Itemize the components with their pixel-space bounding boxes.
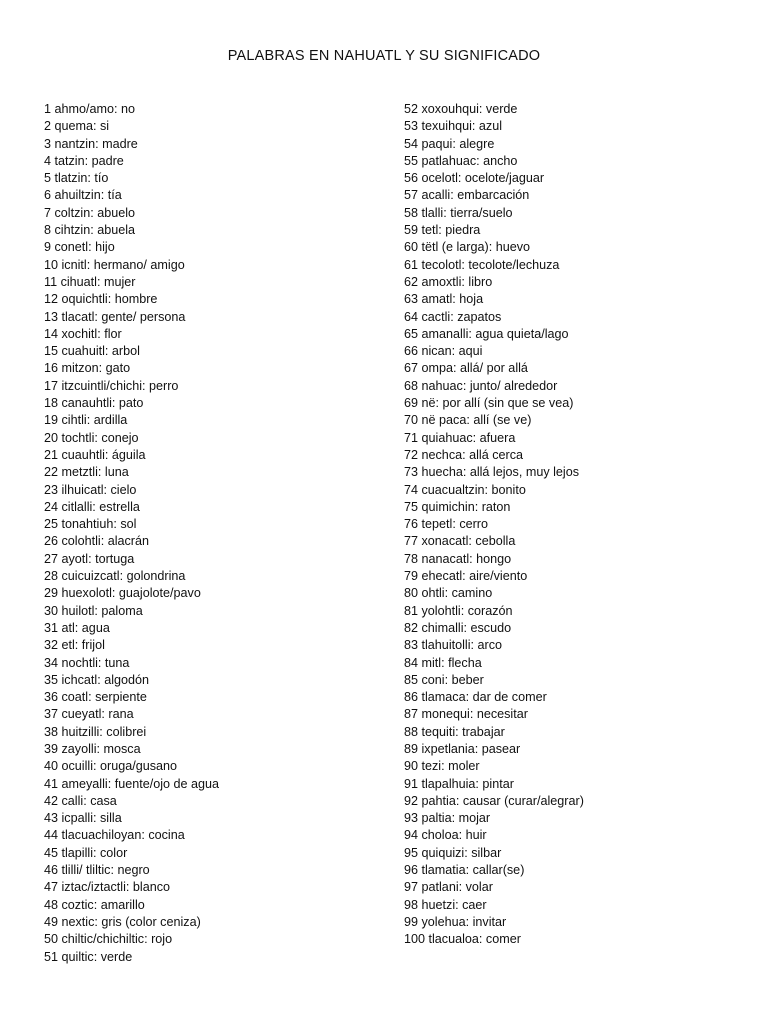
word-entry: 3 nantzin: madre xyxy=(44,136,138,151)
word-entry: 93 paltia: mojar xyxy=(404,811,491,826)
word-entry: 64 cactli: zapatos xyxy=(404,309,502,324)
word-entry: 18 canauhtli: pato xyxy=(44,396,144,411)
word-entry: 44 tlacuachiloyan: cocina xyxy=(44,828,185,843)
word-entry: 41 ameyalli: fuente/ojo de agua xyxy=(44,776,220,791)
word-entry: 66 nican: aqui xyxy=(404,344,483,359)
word-entry: 65 amanalli: agua quieta/lago xyxy=(404,326,569,341)
word-entry: 53 texuihqui: azul xyxy=(404,119,503,134)
word-entry: 86 tlamaca: dar de comer xyxy=(404,690,547,705)
word-entry: 96 tlamatia: callar(se) xyxy=(404,863,525,878)
word-entry: 39 zayolli: mosca xyxy=(44,741,141,756)
word-entry: 5 tlatzin: tío xyxy=(44,171,109,186)
word-entry: 22 metztli: luna xyxy=(44,465,129,480)
word-entry: 71 quiahuac: afuera xyxy=(404,430,516,445)
word-entry: 13 tlacatl: gente/ persona xyxy=(44,309,186,324)
word-entry: 37 cueyatl: rana xyxy=(44,707,134,722)
word-entry: 77 xonacatl: cebolla xyxy=(404,534,516,549)
word-entry: 58 tlalli: tierra/suelo xyxy=(404,205,513,220)
word-entry: 42 calli: casa xyxy=(44,793,117,808)
word-entry: 20 tochtli: conejo xyxy=(44,430,139,445)
word-entry: 69 në: por allí (sin que se vea) xyxy=(404,396,574,411)
word-entry: 52 xoxouhqui: verde xyxy=(404,102,518,116)
word-entry: 88 tequiti: trabajar xyxy=(404,724,505,739)
document-title: PALABRAS EN NAHUATL Y SU SIGNIFICADO xyxy=(227,48,541,64)
word-entry: 4 tatzin: padre xyxy=(44,153,124,168)
word-entry: 2 quema: si xyxy=(44,119,110,134)
word-entry: 83 tlahuitolli: arco xyxy=(404,638,503,653)
word-entry: 46 tlilli/ tliltic: negro xyxy=(44,863,150,878)
word-entry: 68 nahuac: junto/ alrededor xyxy=(404,378,558,393)
word-entry: 45 tlapilli: color xyxy=(44,845,128,860)
word-entry: 48 coztic: amarillo xyxy=(44,897,145,912)
word-entry: 95 quiquizi: silbar xyxy=(404,845,502,860)
word-entry: 17 itzcuintli/chichi: perro xyxy=(44,378,179,393)
word-entry: 49 nextic: gris (color ceniza) xyxy=(44,914,201,929)
word-entry: 78 nanacatl: hongo xyxy=(404,551,512,566)
word-entry: 1 ahmo/amo: no xyxy=(44,102,136,116)
word-entry: 9 conetl: hijo xyxy=(44,240,115,255)
word-entry: 24 citlalli: estrella xyxy=(44,499,140,514)
word-entry: 35 ichcatl: algodón xyxy=(44,672,150,687)
word-entry: 31 atl: agua xyxy=(44,620,110,635)
word-entry: 76 tepetl: cerro xyxy=(404,517,489,532)
word-entry: 84 mitl: flecha xyxy=(404,655,482,670)
word-entry: 30 huilotl: paloma xyxy=(44,603,143,618)
word-entry: 11 cihuatl: mujer xyxy=(44,274,136,289)
right-word-list xyxy=(404,101,744,949)
word-entry: 32 etl: frijol xyxy=(44,638,105,653)
word-entry: 70 në paca: allí (se ve) xyxy=(404,413,532,428)
word-entry: 34 nochtli: tuna xyxy=(44,655,130,670)
word-entry: 26 colohtli: alacrán xyxy=(44,534,150,549)
word-entry: 29 huexolotl: guajolote/pavo xyxy=(44,586,201,601)
left-word-list xyxy=(44,101,374,966)
word-entry: 16 mitzon: gato xyxy=(44,361,131,376)
word-entry: 97 patlani: volar xyxy=(404,880,493,895)
word-entry: 82 chimalli: escudo xyxy=(404,620,512,635)
word-entry: 54 paqui: alegre xyxy=(404,136,495,151)
word-entry: 75 quimichin: raton xyxy=(404,499,511,514)
word-entry: 80 ohtli: camino xyxy=(404,586,493,601)
word-entry: 90 tezi: moler xyxy=(404,759,480,774)
word-entry: 55 patlahuac: ancho xyxy=(404,153,518,168)
word-entry: 74 cuacualtzin: bonito xyxy=(404,482,526,497)
word-entry: 36 coatl: serpiente xyxy=(44,690,147,705)
word-entry: 12 oquichtli: hombre xyxy=(44,292,158,307)
word-entry: 91 tlapalhuia: pintar xyxy=(404,776,514,791)
word-entry: 14 xochitl: flor xyxy=(44,326,122,341)
word-entry: 57 acalli: embarcación xyxy=(404,188,530,203)
word-entry: 25 tonahtiuh: sol xyxy=(44,517,137,532)
word-entry: 7 coltzin: abuelo xyxy=(44,205,136,220)
word-entry: 81 yolohtli: corazón xyxy=(404,603,513,618)
word-entry: 62 amoxtli: libro xyxy=(404,274,493,289)
word-entry: 38 huitzilli: colibrei xyxy=(44,724,147,739)
word-entry: 92 pahtia: causar (curar/alegrar) xyxy=(404,793,584,808)
word-entry: 56 ocelotl: ocelote/jaguar xyxy=(404,171,545,186)
word-entry: 72 nechca: allá cerca xyxy=(404,447,524,462)
word-entry: 67 ompa: allá/ por allá xyxy=(404,361,528,376)
word-entry: 73 huecha: allá lejos, muy lejos xyxy=(404,465,580,480)
word-entry: 87 monequi: necesitar xyxy=(404,707,528,722)
word-entry: 21 cuauhtli: águila xyxy=(44,447,146,462)
word-entry: 98 huetzi: caer xyxy=(404,897,487,912)
word-entry: 10 icnitl: hermano/ amigo xyxy=(44,257,185,272)
word-entry: 59 tetl: piedra xyxy=(404,223,481,238)
word-entry: 43 icpalli: silla xyxy=(44,811,122,826)
word-entry: 51 quiltic: verde xyxy=(44,949,133,964)
word-entry: 40 ocuilli: oruga/gusano xyxy=(44,759,178,774)
word-entry: 60 tëtl (e larga): huevo xyxy=(404,240,531,255)
word-entry: 27 ayotl: tortuga xyxy=(44,551,135,566)
word-entry: 89 ixpetlania: pasear xyxy=(404,741,521,756)
word-entry: 100 tlacualoa: comer xyxy=(404,932,521,947)
word-entry: 19 cihtli: ardilla xyxy=(44,413,128,428)
word-entry: 23 ilhuicatl: cielo xyxy=(44,482,137,497)
word-entry: 85 coni: beber xyxy=(404,672,484,687)
word-entry: 8 cihtzin: abuela xyxy=(44,223,136,238)
word-entry: 6 ahuiltzin: tía xyxy=(44,188,122,203)
word-entry: 61 tecolotl: tecolote/lechuza xyxy=(404,257,560,272)
word-entry: 94 choloa: huir xyxy=(404,828,487,843)
word-entry: 63 amatl: hoja xyxy=(404,292,484,307)
word-entry: 47 iztac/iztactli: blanco xyxy=(44,880,170,895)
word-entry: 50 chiltic/chichiltic: rojo xyxy=(44,932,173,947)
word-entry: 99 yolehua: invitar xyxy=(404,914,507,929)
word-entry: 79 ehecatl: aire/viento xyxy=(404,569,528,584)
word-entry: 15 cuahuitl: arbol xyxy=(44,344,140,359)
word-entry: 28 cuicuizcatl: golondrina xyxy=(44,569,186,584)
